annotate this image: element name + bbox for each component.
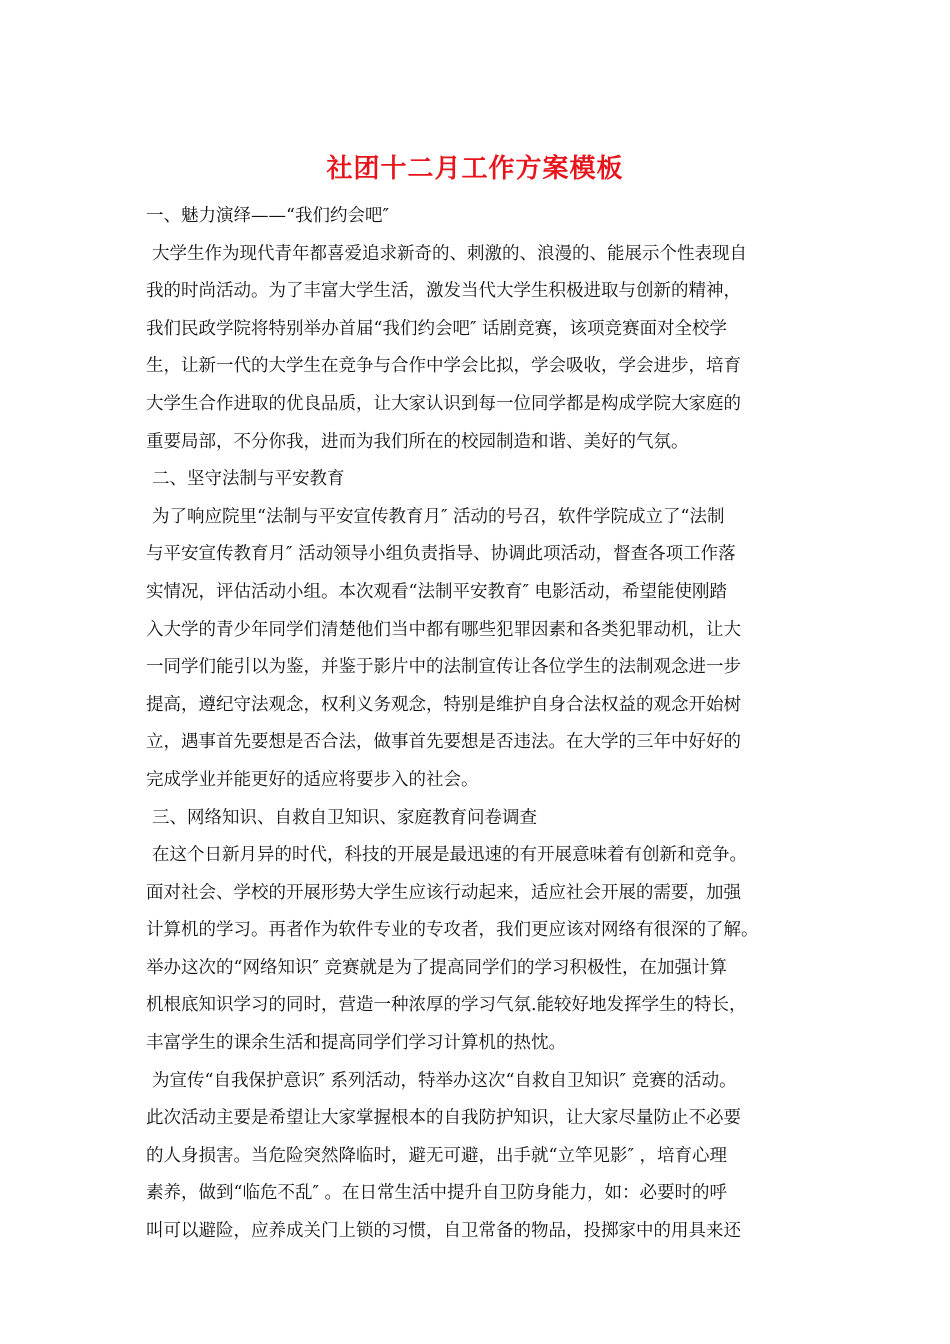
- body-line: 大学生合作进取的优良品质，让大家认识到每一位同学都是构成学院大家庭的: [146, 393, 741, 414]
- body-line: 实情况，评估活动小组。本次观看“法制平安教育″ 电影活动，希望能使刚踏: [146, 581, 728, 602]
- body-line: 生，让新一代的大学生在竞争与合作中学会比拟，学会吸收，学会进步，培育: [146, 356, 741, 377]
- body-line: 完成学业并能更好的适应将要步入的社会。: [146, 769, 479, 790]
- body-line: 入大学的青少年同学们清楚他们当中都有哪些犯罪因素和各类犯罪动机，让大: [146, 619, 741, 640]
- body-line: 素养，做到“临危不乱″ 。在日常生活中提升自卫防身能力，如：必要时的呼: [146, 1183, 728, 1204]
- body-line: 举办这次的“网络知识″ 竞赛就是为了提高同学们的学习积极性，在加强计算: [146, 957, 728, 978]
- body-line: 与平安宣传教育月″ 活动领导小组负责指导、协调此项活动，督查各项工作落: [146, 544, 736, 565]
- body-line: 一同学们能引以为鉴，并鉴于影片中的法制宣传让各位学生的法制观念进一步: [146, 657, 741, 678]
- body-line: 为了响应院里“法制与平安宣传教育月″ 活动的号召，软件学院成立了“法制: [152, 506, 725, 527]
- body-line: 一、魅力演绎——“我们约会吧″: [146, 206, 389, 226]
- body-line: 计算机的学习。再者作为软件专业的专攻者，我们更应该对网络有很深的了解。: [146, 920, 759, 941]
- document-body: [146, 198, 826, 1251]
- body-line: 的人身损害。当危险突然降临时，避无可避，出手就“立竿见影″ ，培育心理: [146, 1145, 728, 1166]
- body-line: 机根底知识学习的同时，营造一种浓厚的学习气氛.能较好地发挥学生的特长，: [146, 995, 747, 1016]
- body-line: 大学生作为现代青年都喜爱追求新奇的、刺激的、浪漫的、能展示个性表现自: [152, 243, 747, 264]
- body-line: 丰富学生的课余生活和提高同学们学习计算机的热忱。: [146, 1033, 566, 1054]
- body-line: 我的时尚活动。为了丰富大学生活，激发当代大学生积极进取与创新的精神，: [146, 281, 741, 302]
- body-line: 二、坚守法制与平安教育: [152, 469, 345, 490]
- body-line: 三、网络知识、自救自卫知识、家庭教育问卷调查: [152, 807, 537, 828]
- body-line: 在这个日新月异的时代，科技的开展是最迅速的有开展意味着有创新和竞争。: [152, 845, 747, 866]
- body-line: 此次活动主要是希望让大家掌握根本的自我防护知识，让大家尽量防止不必要: [146, 1108, 741, 1129]
- body-line: 面对社会、学校的开展形势大学生应该行动起来，适应社会开展的需要，加强: [146, 882, 741, 903]
- body-line: 重要局部，不分你我，进而为我们所在的校园制造和谐、美好的气氛。: [146, 431, 689, 452]
- document-title: 社团十二月工作方案模板: [326, 154, 624, 184]
- body-line: 我们民政学院将特别举办首届“我们约会吧″ 话剧竞赛，该项竞赛面对全校学: [146, 318, 728, 339]
- body-line: 为宣传“自我保护意识″ 系列活动，特举办这次“自救自卫知识″ 竞赛的活动。: [152, 1070, 737, 1091]
- body-line: 提高，遵纪守法观念，权利义务观念，特别是维护自身合法权益的观念开始树: [146, 694, 741, 715]
- body-line: 叫可以避险，应养成关门上锁的习惯，自卫常备的物品，投掷家中的用具来还: [146, 1221, 741, 1242]
- body-line: 立，遇事首先要想是否合法，做事首先要想是否违法。在大学的三年中好好的: [146, 732, 741, 753]
